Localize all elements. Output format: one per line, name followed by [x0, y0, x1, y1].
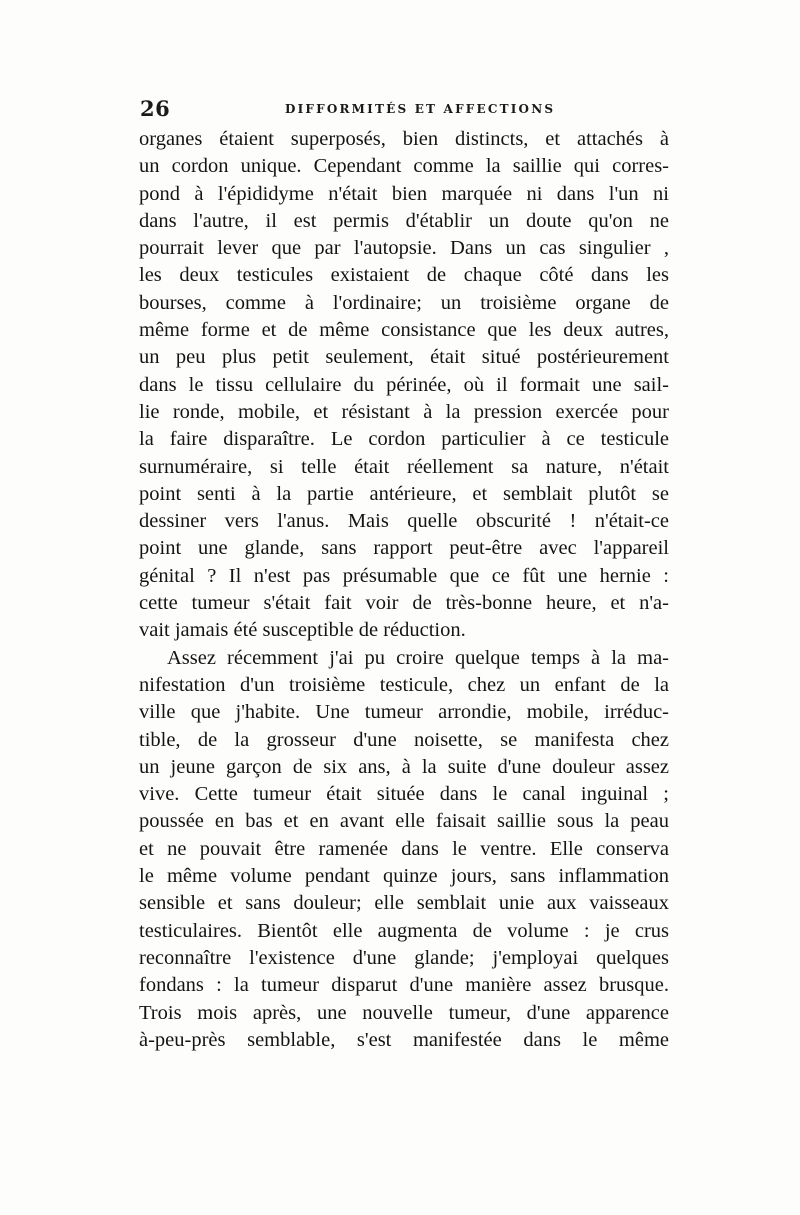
text-line: vive. Cette tumeur était située dans le canal inguinal ;	[139, 783, 669, 806]
text-line: ville que j'habite. Une tumeur arrondie, mobile, irréduc-	[139, 701, 669, 724]
text-line: Trois mois après, une nouvelle tumeur, d'une apparence	[139, 1001, 669, 1024]
text-line: surnuméraire, si telle était réellement sa nature, n'était	[139, 455, 669, 478]
text-line: lie ronde, mobile, et résistant à la pression exercée pour	[139, 400, 669, 423]
text-line: poussée en bas et en avant elle faisait saillie sous la peau	[139, 810, 669, 833]
text-line: pond à l'épididyme n'était bien marquée ni dans l'un ni	[139, 182, 669, 205]
running-head: DIFFORMITÉS ET AFFECTIONS	[285, 102, 556, 116]
text-line: testiculaires. Bientôt elle augmenta de volume : je crus	[139, 919, 669, 942]
text-line: point une glande, sans rapport peut-être avec l'appareil	[139, 537, 669, 560]
page-number: 26	[140, 96, 171, 121]
text-line: reconnaître l'existence d'une glande; j'employai quelques	[139, 946, 669, 969]
text-line: cette tumeur s'était fait voir de très-bonne heure, et n'a-	[139, 592, 669, 615]
paragraph-first-line: Assez récemment j'ai pu croire quelque temps à la ma-	[167, 646, 669, 669]
text-line: dessiner vers l'anus. Mais quelle obscurité ! n'était-ce	[139, 510, 669, 533]
text-line: nifestation d'un troisième testicule, chez un enfant de la	[139, 673, 669, 696]
text-line: et ne pouvait être ramenée dans le ventre. Elle conserva	[139, 837, 669, 860]
text-line: génital ? Il n'est pas présumable que ce fût une hernie :	[139, 564, 669, 587]
paragraph-end-line: vait jamais été susceptible de réduction.	[139, 619, 466, 642]
text-line: dans le tissu cellulaire du périnée, où il formait une sail-	[139, 373, 669, 396]
text-line: les deux testicules existaient de chaque côté dans les	[139, 264, 669, 287]
text-line: dans l'autre, il est permis d'établir un doute qu'on ne	[139, 209, 669, 232]
text-line: sensible et sans douleur; elle semblait unie aux vaisseaux	[139, 892, 669, 915]
text-line: même forme et de même consistance que les deux autres,	[139, 319, 669, 342]
body-text	[139, 126, 669, 1054]
page-header	[140, 96, 668, 126]
text-line: à-peu-près semblable, s'est manifestée dans le même	[139, 1028, 669, 1051]
text-line: le même volume pendant quinze jours, sans inflammation	[139, 865, 669, 888]
text-line: organes étaient superposés, bien distincts, et attachés à	[139, 128, 669, 150]
text-line: un jeune garçon de six ans, à la suite d'une douleur assez	[139, 755, 669, 778]
text-line: fondans : la tumeur disparut d'une manière assez brusque.	[139, 974, 669, 997]
text-line: un peu plus petit seulement, était situé postérieurement	[139, 346, 669, 369]
text-line: la faire disparaître. Le cordon particulier à ce testicule	[139, 428, 669, 451]
text-line: un cordon unique. Cependant comme la saillie qui corres-	[139, 155, 669, 178]
text-line: tible, de la grosseur d'une noisette, se manifesta chez	[139, 728, 669, 751]
text-line: point senti à la partie antérieure, et semblait plutôt se	[139, 482, 669, 505]
text-line: pourrait lever que par l'autopsie. Dans un cas singulier ,	[139, 237, 669, 260]
text-line: bourses, comme à l'ordinaire; un troisième organe de	[139, 291, 669, 314]
